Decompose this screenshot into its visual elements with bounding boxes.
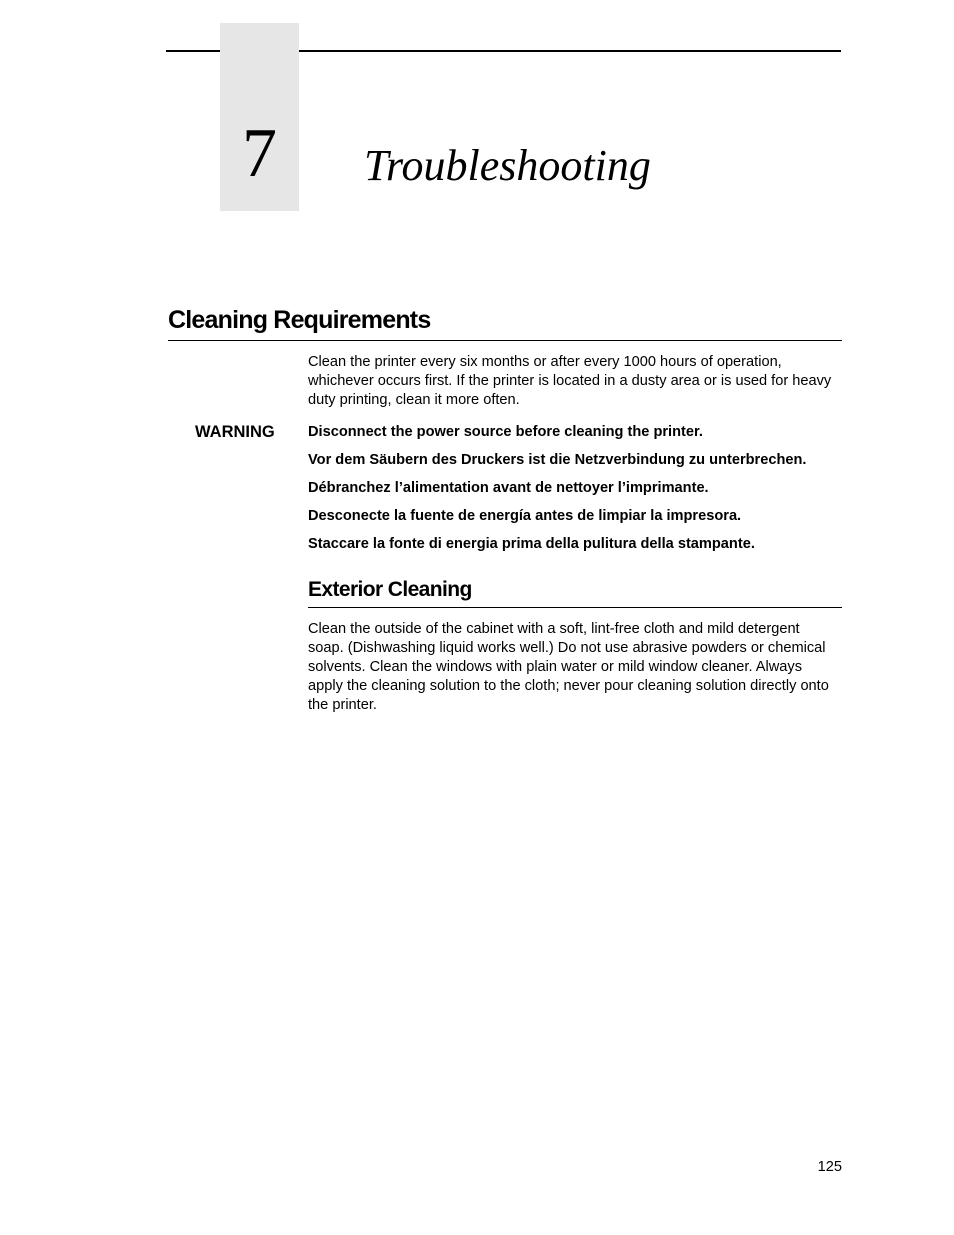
intro-paragraph: Clean the printer every six months or after every 1000 hours of operation, whichever occurs first. If the printer is located in a dusty area or is used for heavy duty printing, clean it more often. (308, 354, 832, 408)
subsection-rule (308, 607, 842, 608)
page-number: 125 (817, 1159, 842, 1175)
section-rule (168, 340, 842, 341)
warning-label: WARNING (195, 423, 275, 441)
warning-line-english: Disconnect the power source before cleaning the printer. (308, 424, 703, 440)
chapter-number-tab (220, 23, 299, 211)
section-heading: Cleaning Requirements (168, 306, 431, 334)
warning-list (308, 423, 853, 563)
warning-line-spanish: Desconecte la fuente de energía antes de limpiar la impresora. (308, 508, 742, 524)
warning-line-french: Débranchez l’alimentation avant de nettoyer l’imprimante. (308, 480, 709, 496)
subsection-heading: Exterior Cleaning (308, 578, 472, 601)
exterior-cleaning-paragraph: Clean the outside of the cabinet with a soft, lint-free cloth and mild detergent soap. (Dishwashing liquid works well.) Do not use abrasive powders or chemical solvents. Clean the windows with plain water or mild window cleaner. Always apply the cleaning solution to the cloth; never pour cleaning solution directly onto the printer. (308, 621, 829, 713)
warning-line-german: Vor dem Säubern des Druckers ist die Netzverbindung zu unterbrechen. (308, 452, 807, 468)
warning-line-italian: Staccare la fonte di energia prima della pulitura della stampante. (308, 536, 755, 552)
chapter-number: 7 (242, 115, 277, 192)
chapter-title: Troubleshooting (364, 141, 651, 190)
